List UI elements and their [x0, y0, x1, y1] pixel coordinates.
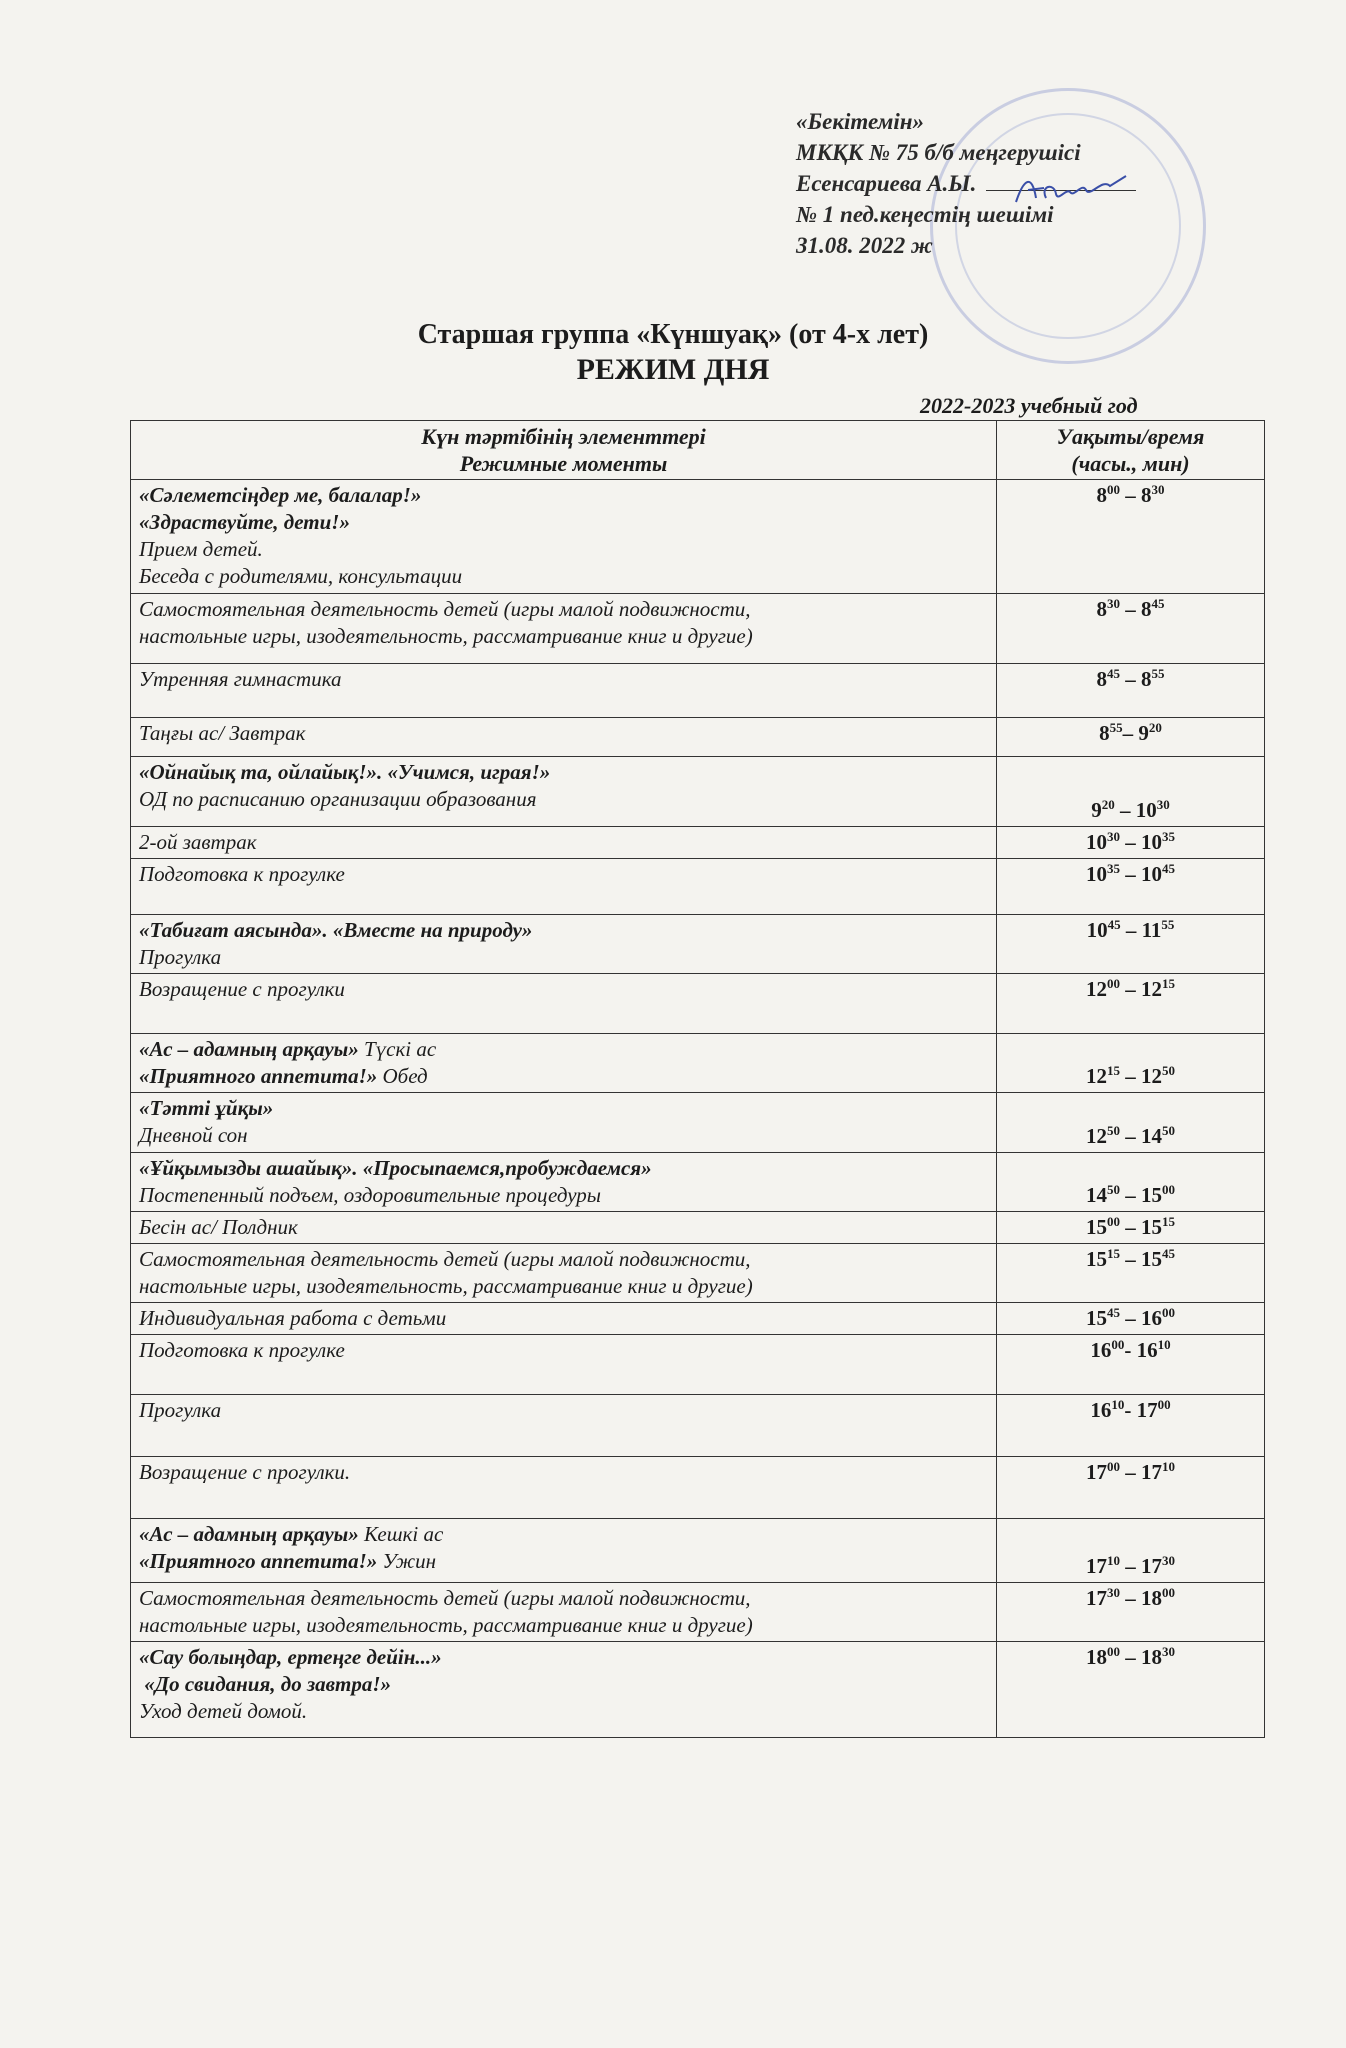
activity-cell — [131, 1034, 997, 1093]
time-range: $10^{30} - 10^{35}$ — [1086, 829, 1175, 854]
time-cell — [997, 594, 1265, 664]
table-row — [131, 718, 1265, 757]
time-range: $12^{50} - 14^{50}$ — [1086, 1123, 1175, 1148]
activity-text: Подготовка к прогулке — [139, 862, 345, 886]
table-row — [131, 915, 1265, 974]
time-range: $12^{00} - 12^{15}$ — [1086, 976, 1175, 1001]
activity-text: ОД по расписанию организации образования — [139, 787, 537, 811]
activity-text: Подготовка к прогулке — [139, 1338, 345, 1362]
time-cell — [997, 827, 1265, 859]
table-row — [131, 1457, 1265, 1519]
activity-text: Түскі ас — [358, 1037, 437, 1061]
time-cell — [997, 1212, 1265, 1244]
activity-cell — [131, 1642, 997, 1738]
table-row — [131, 1034, 1265, 1093]
header-time: Уақыты/время (часы., мин) — [997, 421, 1265, 480]
activity-cell — [131, 480, 997, 594]
table-row — [131, 664, 1265, 718]
table-row — [131, 1642, 1265, 1738]
activity-cell — [131, 1519, 997, 1583]
time-cell — [997, 1457, 1265, 1519]
schedule-table — [130, 420, 1265, 1738]
activity-cell — [131, 1212, 997, 1244]
table-row — [131, 1519, 1265, 1583]
time-range: $9^{20} - 10^{30}$ — [1091, 797, 1170, 822]
time-range: $15^{15} - 15^{45}$ — [1086, 1246, 1175, 1271]
time-cell — [997, 1153, 1265, 1212]
time-range: $12^{15} - 12^{50}$ — [1086, 1063, 1175, 1088]
activity-text: 2-ой завтрак — [139, 830, 257, 854]
activity-text: Самостоятельная деятельность детей (игры малой подвижности, — [139, 1247, 751, 1271]
activity-title: «Ұйқымызды ашайық». «Просыпаемся,пробуждаемся» — [139, 1156, 652, 1180]
approval-line: 31.08. 2022 ж — [796, 233, 933, 258]
time-range: $15^{00} - 15^{15}$ — [1086, 1214, 1175, 1239]
activity-cell — [131, 664, 997, 718]
table-row — [131, 827, 1265, 859]
time-range: $10^{35} - 10^{45}$ — [1086, 861, 1175, 886]
page-title: Старшая группа «Күншуақ» (от 4-х лет) — [417, 319, 929, 350]
activity-text: Дневной сон — [139, 1123, 248, 1147]
table-row — [131, 757, 1265, 827]
table-row — [131, 1583, 1265, 1642]
activity-text: Таңғы ас/ Завтрак — [139, 721, 306, 745]
time-range: $18^{00} - 18^{30}$ — [1086, 1644, 1175, 1669]
activity-cell — [131, 1583, 997, 1642]
activity-title: «Ас – адамның арқауы» — [139, 1037, 359, 1061]
activity-text: Прогулка — [139, 1398, 222, 1422]
approval-line: № 1 пед.кеңестің шешімі — [796, 202, 1054, 227]
activity-text: Бесін ас/ Полдник — [139, 1215, 298, 1239]
table-row — [131, 1303, 1265, 1335]
activity-text: Самостоятельная деятельность детей (игры малой подвижности, — [139, 597, 751, 621]
activity-text: Возращение с прогулки — [139, 977, 345, 1001]
time-range: $17^{10} - 17^{30}$ — [1086, 1553, 1175, 1578]
activity-title: «Тәтті ұйқы» — [139, 1096, 274, 1120]
time-range: $8^{00} - 8^{30}$ — [1096, 482, 1165, 507]
activity-text: Ужин — [377, 1549, 437, 1573]
table-row — [131, 1335, 1265, 1395]
table-row — [131, 594, 1265, 664]
table-row — [131, 1244, 1265, 1303]
activity-cell — [131, 718, 997, 757]
activity-text: настольные игры, изодеятельность, рассматривание книг и другие) — [139, 1613, 753, 1637]
activity-cell — [131, 1093, 997, 1153]
time-cell — [997, 1093, 1265, 1153]
activity-text: Кешкі ас — [358, 1522, 444, 1546]
time-cell — [997, 1303, 1265, 1335]
time-range: $17^{30} - 18^{00}$ — [1086, 1585, 1175, 1610]
time-cell — [997, 718, 1265, 757]
time-cell — [997, 1335, 1265, 1395]
activity-text: Индивидуальная работа с детьми — [139, 1306, 447, 1330]
activity-cell — [131, 915, 997, 974]
header-activities: Күн тәртібінің элементтері Режимные моменты — [131, 421, 997, 480]
activity-cell — [131, 757, 997, 827]
time-cell — [997, 1034, 1265, 1093]
activity-cell — [131, 974, 997, 1034]
time-range: $16^{00}-$ $16^{10}$ — [1090, 1337, 1171, 1362]
approval-line: МКҚК № 75 б/б меңгерушісі — [796, 140, 1081, 165]
activity-text: Обед — [377, 1064, 428, 1088]
activity-title: «Сәлеметсіңдер ме, балалар!» — [139, 483, 422, 507]
time-range: $15^{45} - 16^{00}$ — [1086, 1305, 1175, 1330]
activity-text: Прием детей. — [139, 537, 263, 561]
activity-text: Утренняя гимнастика — [139, 667, 342, 691]
activity-text: Возращение с прогулки. — [139, 1460, 351, 1484]
table-header-row — [131, 421, 1265, 480]
activity-text: Самостоятельная деятельность детей (игры малой подвижности, — [139, 1586, 751, 1610]
activity-title: «До свидания, до завтра!» — [139, 1672, 392, 1696]
activity-text: настольные игры, изодеятельность, рассматривание книг и другие) — [139, 1274, 753, 1298]
page-subtitle: РЕЖИМ ДНЯ — [576, 353, 770, 386]
time-cell — [997, 757, 1265, 827]
activity-cell — [131, 1335, 997, 1395]
time-range: $8^{55}-$ $9^{20}$ — [1099, 720, 1162, 745]
time-range: $17^{00} - 17^{10}$ — [1086, 1459, 1175, 1484]
time-cell — [997, 1395, 1265, 1457]
activity-cell — [131, 1153, 997, 1212]
activity-title: «Табиғат аясында». «Вместе на природу» — [139, 918, 533, 942]
schedule-rows — [131, 480, 1265, 1738]
activity-text: Беседа с родителями, консультации — [139, 564, 463, 588]
time-cell — [997, 1519, 1265, 1583]
activity-title: «Приятного аппетита!» — [139, 1549, 378, 1573]
activity-cell — [131, 1303, 997, 1335]
activity-cell — [131, 827, 997, 859]
table-row — [131, 1212, 1265, 1244]
approval-line: Есенсариева А.Ы. — [796, 171, 977, 196]
time-range: $8^{30} - 8^{45}$ — [1096, 596, 1165, 621]
time-range: $14^{50} - 15^{00}$ — [1086, 1182, 1175, 1207]
approval-line: «Бекітемін» — [796, 109, 925, 134]
time-cell — [997, 915, 1265, 974]
activity-cell — [131, 1395, 997, 1457]
time-cell — [997, 1244, 1265, 1303]
activity-title: «Сау болыңдар, ертеңге дейін...» — [139, 1645, 442, 1669]
time-range: $16^{10}-$ $17^{00}$ — [1090, 1397, 1171, 1422]
handwritten-signature — [1010, 168, 1130, 216]
activity-title: «Ас – адамның арқауы» — [139, 1522, 359, 1546]
table-row — [131, 1093, 1265, 1153]
table-row — [131, 1395, 1265, 1457]
activity-title: «Приятного аппетита!» — [139, 1064, 378, 1088]
time-cell — [997, 664, 1265, 718]
school-year: 2022-2023 учебный год — [920, 393, 1138, 418]
time-cell — [997, 859, 1265, 915]
table-row — [131, 480, 1265, 594]
activity-title: «Ойнайық та, ойлайық!». «Учимся, играя!» — [139, 760, 551, 784]
time-range: $8^{45} - 8^{55}$ — [1096, 666, 1165, 691]
activity-cell — [131, 859, 997, 915]
activity-text: Уход детей домой. — [139, 1699, 308, 1723]
time-cell — [997, 974, 1265, 1034]
activity-cell — [131, 1244, 997, 1303]
activity-text: Постепенный подъем, оздоровительные процедуры — [139, 1183, 601, 1207]
time-cell — [997, 1583, 1265, 1642]
activity-cell — [131, 1457, 997, 1519]
time-cell — [997, 1642, 1265, 1738]
activity-title: «Здраствуйте, дети!» — [139, 510, 350, 534]
activity-text: настольные игры, изодеятельность, рассматривание книг и другие) — [139, 624, 753, 648]
time-range: $10^{45} - 11^{55}$ — [1086, 917, 1175, 942]
activity-text: Прогулка — [139, 945, 222, 969]
table-row — [131, 859, 1265, 915]
table-row — [131, 1153, 1265, 1212]
activity-cell — [131, 594, 997, 664]
table-row — [131, 974, 1265, 1034]
time-cell — [997, 480, 1265, 594]
